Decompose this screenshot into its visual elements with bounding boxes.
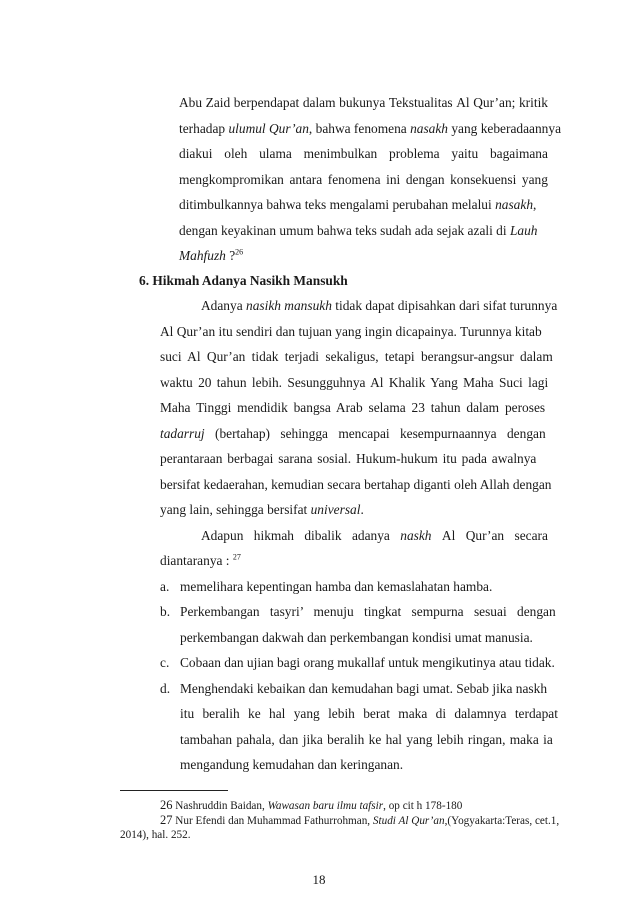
para1-line-9: yang lain, sehingga bersifat universal. [160,502,364,517]
list-marker-c: c. [160,655,170,670]
footnote-ref-26[interactable]: 26 [235,247,244,257]
footnote-26: 26 Nashruddin Baidan, Wawasan baru ilmu tafsir, op cit h 178-180 [160,798,463,812]
quote-line-7: Mahfuzh ?$^{26}$ [179,247,244,263]
list-marker-d: d. [160,681,171,696]
para1-line-2: Al Qur’an itu sendiri dan tujuan yang ingin dicapainya. Turunnya kitab [160,324,542,339]
para1-line-8: bersifat kedaerahan, kemudian secara bertahap diganti oleh Allah dengan [160,477,552,492]
list-item-b-2: perkembangan dakwah dan perkembangan kondisi umat manusia. [180,630,533,645]
quote-line-2: terhadap ulumul Qur’an, bahwa fenomena nasakh yang keberadaannya [179,121,562,136]
footnote-27-cont: 2014), hal. 252. [120,829,191,841]
para1-line-4: waktu 20 tahun lebih. Sesungguhnya Al Khalik Yang Maha Suci lagi [160,375,549,390]
quote-line-6: dengan keyakinan umum bahwa teks sudah ada sejak azali di Lauh [179,223,538,238]
quote-line-3: diakui oleh ulama menimbulkan problema yaitu bagaimana [179,146,548,161]
list-item-d-3: tambahan pahala, dan jika beralih ke hal yang lebih ringan, maka ia [180,732,553,747]
list-item-a: memelihara kepentingan hamba dan kemaslahatan hamba. [180,579,493,594]
para1-line-3: suci Al Qur’an tidak terjadi sekaligus, tetapi berangsur-angsur dalam [160,349,553,364]
list-item-d-4: mengandung kemudahan dan keringanan. [180,757,404,772]
quote-line-4: mengkompromikan antara fenomena ini dengan konsekuensi yang [179,172,548,187]
para1-line-6: tadarruj (bertahap) sehingga mencapai kesempurnaannya dengan [160,426,546,441]
list-marker-a: a. [160,579,170,594]
para1-line-1: Adanya nasikh mansukh tidak dapat dipisahkan dari sifat turunnya [201,298,558,313]
list-marker-b: b. [160,604,171,619]
list-item-d-2: itu beralih ke hal yang lebih berat maka di dalamnya terdapat [180,706,558,721]
footnote-separator [120,790,228,791]
footnote-27: 27 Nur Efendi dan Muhammad Fathurrohman, Studi Al Qur’an,(Yogyakarta:Teras, cet.1, [160,813,560,827]
quote-line-5: ditimbulkannya bahwa teks mengalami perubahan melalui nasakh, [179,197,537,212]
list-item-b-1: Perkembangan tasyri’ menuju tingkat sempurna sesuai dengan [180,604,556,619]
section-heading: 6. Hikmah Adanya Nasikh Mansukh [139,273,348,288]
list-item-c: Cobaan dan ujian bagi orang mukallaf untuk mengikutinya atau tidak. [180,655,555,670]
page-number: 18 [312,872,326,887]
footnote-ref-27[interactable]: 27 [232,552,241,562]
para1-line-5: Maha Tinggi mendidik bangsa Arab selama 23 tahun dalam peroses [160,400,546,415]
quote-line-1: Abu Zaid berpendapat dalam bukunya Tekstualitas Al Qur’an; kritik [179,95,548,110]
list-item-d-1: Menghendaki kebaikan dan kemudahan bagi umat. Sebab jika naskh [180,681,548,696]
para2-line-2: diantaranya : $^{27}$ [160,552,241,568]
para2-line-1: Adapun hikmah dibalik adanya naskh Al Qur’an secara [201,528,548,543]
para1-line-7: perantaraan berbagai sarana sosial. Hukum-hukum itu pada awalnya [160,451,537,466]
